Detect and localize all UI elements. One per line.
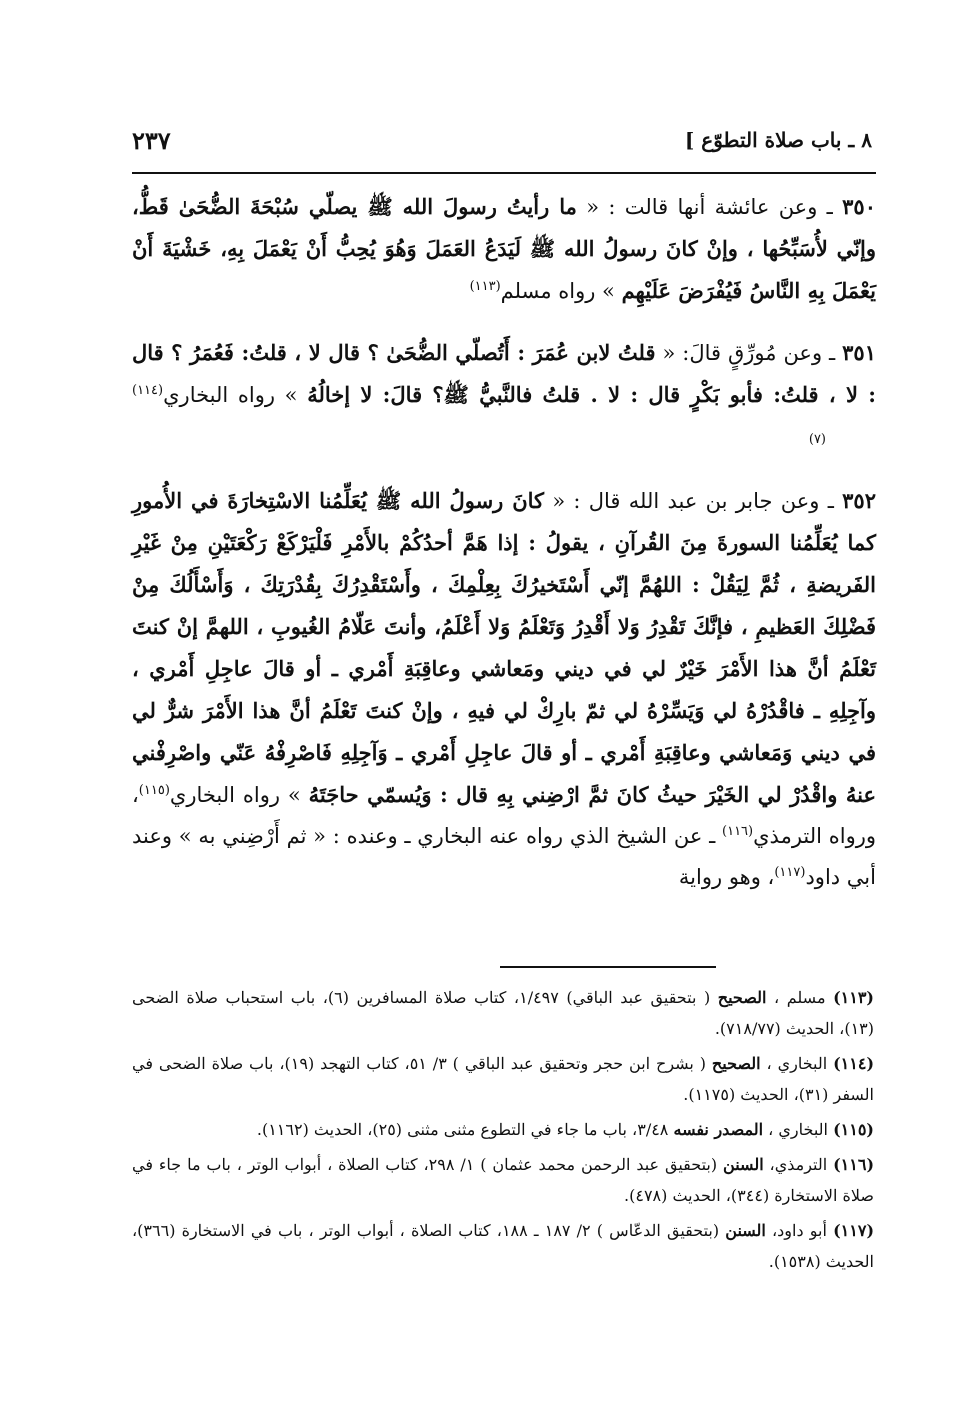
main-text bbox=[132, 186, 876, 918]
footnote-number: (١١٥) bbox=[833, 1120, 874, 1139]
footnote-number: (١١٣) bbox=[833, 988, 874, 1007]
footnote-author: البخاري ، bbox=[763, 1120, 834, 1139]
hadith-352 bbox=[132, 480, 876, 898]
footnote-work: السنن bbox=[723, 1155, 764, 1174]
hadith-source: » رواه البخاري bbox=[163, 383, 308, 407]
footnote-116 bbox=[132, 1149, 874, 1211]
footnote-reference[interactable]: (١١٤) bbox=[132, 383, 164, 398]
footnote-114 bbox=[132, 1048, 874, 1110]
footnotes-section bbox=[132, 982, 874, 1281]
hadith-intro: ـ وعن جابر بن عبد الله قال : « bbox=[544, 489, 843, 513]
footnote-115 bbox=[132, 1114, 874, 1145]
hadith-source: » رواه البخاري bbox=[169, 783, 309, 807]
footnote-reference[interactable]: (١١٦) bbox=[722, 824, 754, 839]
hadith-number: ٣٥٠ bbox=[842, 194, 876, 219]
hadith-number: ٣٥٢ bbox=[842, 488, 876, 513]
footnote-113 bbox=[132, 982, 874, 1044]
footnote-author: أبو داود، bbox=[765, 1221, 834, 1240]
hadith-intro: ـ وعن مُورِّقٍ قالَ: « bbox=[655, 341, 843, 365]
footnote-number: (١١٧) bbox=[833, 1221, 875, 1240]
footnote-number: (١١٤) bbox=[833, 1054, 875, 1073]
footnote-work: السنن bbox=[725, 1221, 766, 1240]
footnote-details: (بتحقيق الدعّاس ) ٢/ ١٨٧ ـ ١٨٨، كتاب الصلاة ، أبواب الوتر ، باب في الاستخارة (٣٦٦)، الحديث (١٥٣٨). bbox=[132, 1221, 874, 1271]
footnote-author: مسلم ، bbox=[766, 988, 834, 1007]
footnote-author: الترمذي، bbox=[763, 1155, 834, 1174]
footnote-author: البخاري ، bbox=[760, 1054, 834, 1073]
footnote-details: (بتحقيق عبد الرحمن محمد عثمان ) ١/ ٢٩٨، كتاب الصلاة ، أبواب الوتر ، باب ما جاء في صلاة الاستخارة (٣٤٤)، الحديث (٤٧٨). bbox=[132, 1155, 874, 1205]
chapter-title: ٨ ـ باب صلاة التطوّع ] bbox=[684, 128, 872, 152]
page-number: ٢٣٧ bbox=[132, 126, 171, 155]
hadith-intro: ـ وعن عائشة أنها قالت : « bbox=[576, 195, 843, 219]
hadith-continuation: ، وهو رواية bbox=[678, 865, 775, 889]
hadith-continuation: ـ عن الشيخ الذي رواه عنه البخاري ـ وعنده : « ثم أَرْضِني به » وعند أبي داود bbox=[132, 824, 876, 889]
footnote-reference[interactable]: (١١٥) bbox=[138, 783, 170, 798]
hadith-quote: كانَ رسولُ الله ﷺ يُعَلِّمُنا الاسْتِخارَةَ في الأُمورِ كما يُعَلِّمُنا السورةَ مِنَ القُرآنِ ، يقولُ : إذا هَمَّ أحدُكُمْ بالأَمْرِ فَلْيَرْكَعْ رَكْعَتَيْنِ مِنْ غَيْرِ الفَريضةِ ، ثُمَّ لِيَقُلْ : اللهُمَّ إنّي أَسْتَخيرُكَ بِعِلْمِكَ ، وأَسْتَقْدِرُكَ بِقُدْرَتِكَ ، وَأَسْأَلُكَ مِنْ فَضْلِكَ العَظيمِ ، فإنَّكَ تَقْدِرُ وَلا أَقْدِرُ وَتَعْلَمُ وَلا أَعْلَمُ، وأنتَ عَلّامُ الغُيوبِ ، اللهمَّ إنْ كنتَ تَعْلَمُ أنَّ هذا الأَمْرَ خَيْرٌ لي في ديني ومَعاشي وعاقِبَةِ أَمْري ـ أو قالَ عاجِلِ أَمْري ، وآجِلِهِ ـ فاقْدُرْهُ لي وَيَسِّرْهُ لي ثمّ بارِكْ لي فيهِ ، وإنْ كنتَ تَعْلَمُ أنَّ هذا الأَمْرَ شرٌّ لي في ديني وَمَعاشي وعاقِبَةِ أَمْري ـ أو قالَ عاجِلِ أَمْري ـ وَآجِلِهِ فَاصْرِفْهُ عَنّي واصْرِفْني عنهُ واقْدُرْ لي الخَيْرَ حيثُ كانَ ثمَّ ارْضِني بِهِ قال : وَيُسمّي حاجَتَهُ bbox=[132, 488, 876, 807]
hadith-350 bbox=[132, 186, 876, 312]
hadith-quote: ما رأيتُ رسولَ الله ﷺ يصلّي سُبْحَةَ الضُّحَىٰ قَطُّ، وإنّي لأُسَبِّحُها ، وإنْ كانَ رسولُ الله ﷺ لَيَدَعُ العَمَلَ وَهُوَ يُحِبُّ أَنْ يَعْمَلَ بِهِ، خَشْيَةَ أَنْ يَعْمَلَ بِهِ النَّاسُ فَيُفْرَضَ عَلَيْهِم bbox=[132, 194, 876, 303]
footnote-details: ٣/٤٨، باب ما جاء في التطوع مثنى مثنى (٢٥)، الحديث (١١٦٢). bbox=[256, 1120, 674, 1139]
footnote-details: ( بتحقيق عبد الباقي) ١/٤٩٧، كتاب صلاة المسافرين (٦)، باب استحباب صلاة الضحى (١٣)، الحديث (٧١٨/٧٧). bbox=[132, 988, 874, 1038]
footnote-details: ( بشرح ابن حجر وتحقيق عبد الباقي ) ٣/ ٥١، كتاب التهجد (١٩)، باب صلاة الضحى في السفر (٣١)، الحديث (١١٧٥). bbox=[132, 1054, 874, 1104]
footnote-reference[interactable]: (١١٣) bbox=[469, 279, 501, 294]
margin-note: (٧) bbox=[808, 432, 826, 447]
hadith-source: » رواه مسلم bbox=[500, 279, 622, 303]
footnote-number: (١١٦) bbox=[833, 1155, 875, 1174]
footnote-reference[interactable]: (١١٧) bbox=[774, 865, 806, 880]
header-divider bbox=[132, 172, 876, 174]
hadith-number: ٣٥١ bbox=[842, 340, 876, 365]
footnote-work: المصدر نفسه bbox=[673, 1120, 764, 1139]
footnote-divider bbox=[500, 966, 716, 968]
footnote-work: الصحيح bbox=[711, 1054, 761, 1073]
hadith-continuation: ، ورواه الترمذي bbox=[132, 783, 876, 848]
footnote-117 bbox=[132, 1215, 874, 1277]
footnote-work: الصحيح bbox=[717, 988, 767, 1007]
hadith-quote: قلتُ لابن عُمَرَ : أَتُصلّي الضُّحَىٰ ؟ قال لا ، قلتُ: فَعُمَرُ ؟ قال : لا ، قلتُ: فأبو بَكْرٍ قال : لا . قلتُ فالنَّبيُّ ﷺ؟ قالَ: لا إخالُهُ bbox=[132, 340, 876, 407]
hadith-351 bbox=[132, 332, 876, 460]
running-header bbox=[132, 128, 872, 164]
